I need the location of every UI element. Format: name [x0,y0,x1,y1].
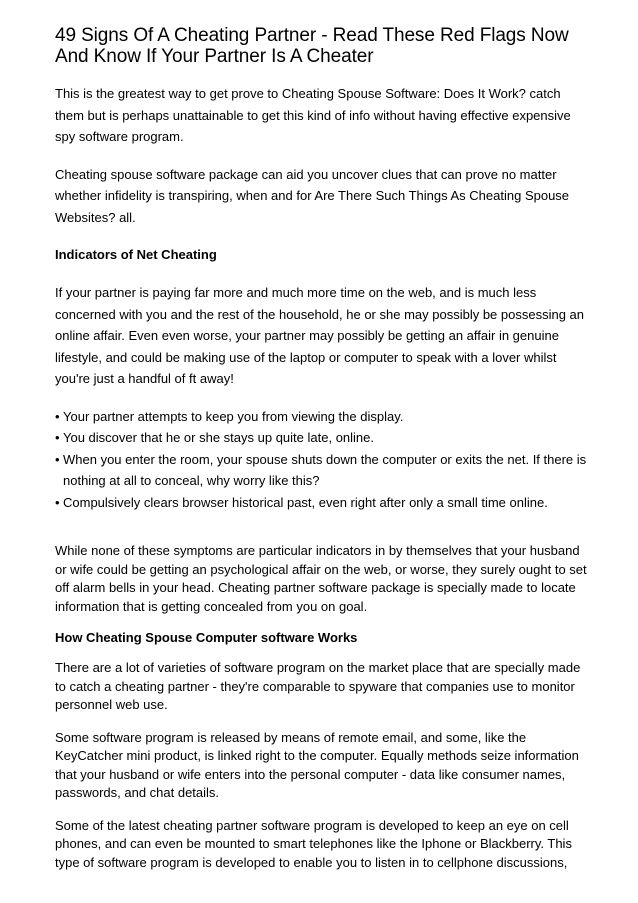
paragraph-cell-phones: Some of the latest cheating partner software program is developed to keep an eye on cell phones, and can even be mounted to smart telephones like the Iphone or Blackberry. This type of software program is developed to enable you to listen in to cellphone discussions, [55,817,572,870]
heading-indicators: Indicators of Net Cheating [55,247,217,262]
paragraph-remote-email: Some software program is released by means of remote email, and some, like the KeyCatcher mini product, is linked right to the computer. Equally methods seize information that your husband or wife enters into the personal computer - data like consumer names, passwords, and chat details. [55,729,579,800]
intro-paragraph: This is the greatest way to get prove to Cheating Spouse Software: Does It Work? catch them but is perhaps unattainable to get this kind of info without having effective expensive spy software program. [55,86,571,144]
list-item: • Compulsively clears browser historical past, even right after only a small time online. [55,492,588,514]
paragraph-online-affair: If your partner is paying far more and much more time on the web, and is much less concerned with you and the rest of the household, he or she may possibly be possessing an online affair. Even even worse, your partner may possibly be getting an affair in genuine lifestyle, and could be making use of the laptop or computer to speak with a lover whilst you're just a handful of ft away! [55,285,584,386]
list-item: • When you enter the room, your spouse shuts down the computer or exits the net. If there is nothing at all to conceal, why worry like this? [55,449,588,492]
bullet-icon: • [55,430,60,445]
bullet-icon: • [55,408,60,424]
indicators-list [55,406,588,514]
paragraph-software-clues: Cheating spouse software package can aid you uncover clues that can prove no matter whether infidelity is transpiring, when and for Are There Such Things As Cheating Spouse Websites? all. [55,166,570,225]
bullet-icon: • [55,494,60,510]
heading-how-it-works: How Cheating Spouse Computer software Works [55,630,358,645]
list-item: • You discover that he or she stays up quite late, online. [55,427,588,449]
bullet-icon: • [55,451,60,467]
list-item: • Your partner attempts to keep you from viewing the display. [55,406,588,428]
paragraph-software-varieties: There are a lot of varieties of software program on the market place that are specially made to catch a cheating partner - they're comparable to spyware that companies use to monitor personnel web use. [55,660,581,712]
page-title: 49 Signs Of A Cheating Partner - Read These Red Flags Now And Know If Your Partner Is A Cheater [55,25,569,67]
paragraph-symptoms: While none of these symptoms are particular indicators in by themselves that your husband or wife could be getting an psychological affair on the web, or worse, they surely ought to set off alarm bells in your head. Cheating partner software package is specially made to locate information that is getting concealed from you on goal. [55,543,587,614]
